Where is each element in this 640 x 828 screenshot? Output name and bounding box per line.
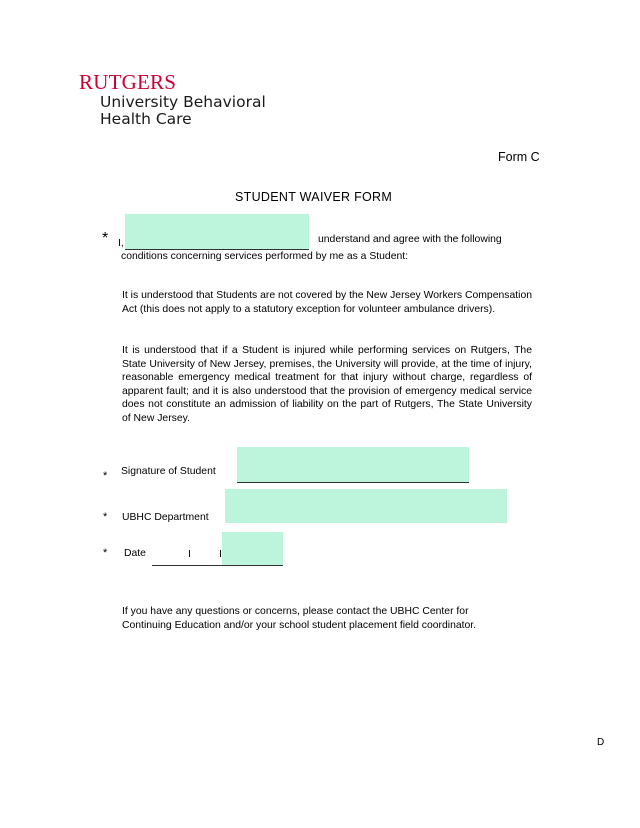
signature-asterisk: * — [103, 470, 108, 482]
signature-field[interactable] — [237, 447, 469, 483]
logo-line-2: Health Care — [100, 110, 192, 128]
pledge-line-2: conditions concerning services performed by me as a Student: — [121, 251, 409, 262]
paragraph-injury-treatment: It is understood that if a Student is injured while performing services on Rutgers, The State University of New Jersey, premises, the University will provide, at the time of injury, reasonable emergency medical treatment for that injury without charge, regardless of apparent fault; and it is also understood that the provision of emergency medical service does not constitute an admission of liability on the part of Rutgers, The State University of New Jersey. — [122, 345, 532, 424]
contact-note: If you have any questions or concerns, please contact the UBHC Center for Continuing Education and/or your school student placement field coordinator. — [122, 606, 477, 631]
form-label: Form C — [498, 150, 540, 164]
paragraph-workers-comp: It is understood that Students are not covered by the New Jersey Workers Compensation Act (this does not apply to a statutory exception for volunteer ambulance drivers). — [122, 290, 532, 315]
date-separator-1: I — [188, 549, 191, 560]
required-asterisk: * — [102, 230, 109, 247]
department-field[interactable] — [225, 489, 507, 523]
department-asterisk: * — [103, 511, 108, 523]
date-field[interactable] — [222, 532, 283, 565]
date-asterisk: * — [103, 547, 108, 559]
department-label: UBHC Department — [122, 512, 209, 523]
student-name-field[interactable] — [125, 214, 309, 250]
date-label: Date — [124, 548, 146, 559]
signature-label: Signature of Student — [121, 466, 216, 477]
form-title: STUDENT WAIVER FORM — [235, 190, 393, 204]
pledge-prefix: I, — [118, 238, 124, 249]
logo-line-1: University Behavioral — [100, 93, 266, 111]
rutgers-logo-wordmark: RUTGERS — [79, 70, 177, 94]
page-marker: D — [597, 737, 605, 748]
date-separator-2: I — [219, 549, 222, 560]
date-underline — [152, 565, 283, 566]
pledge-suffix: understand and agree with the following — [318, 234, 502, 245]
